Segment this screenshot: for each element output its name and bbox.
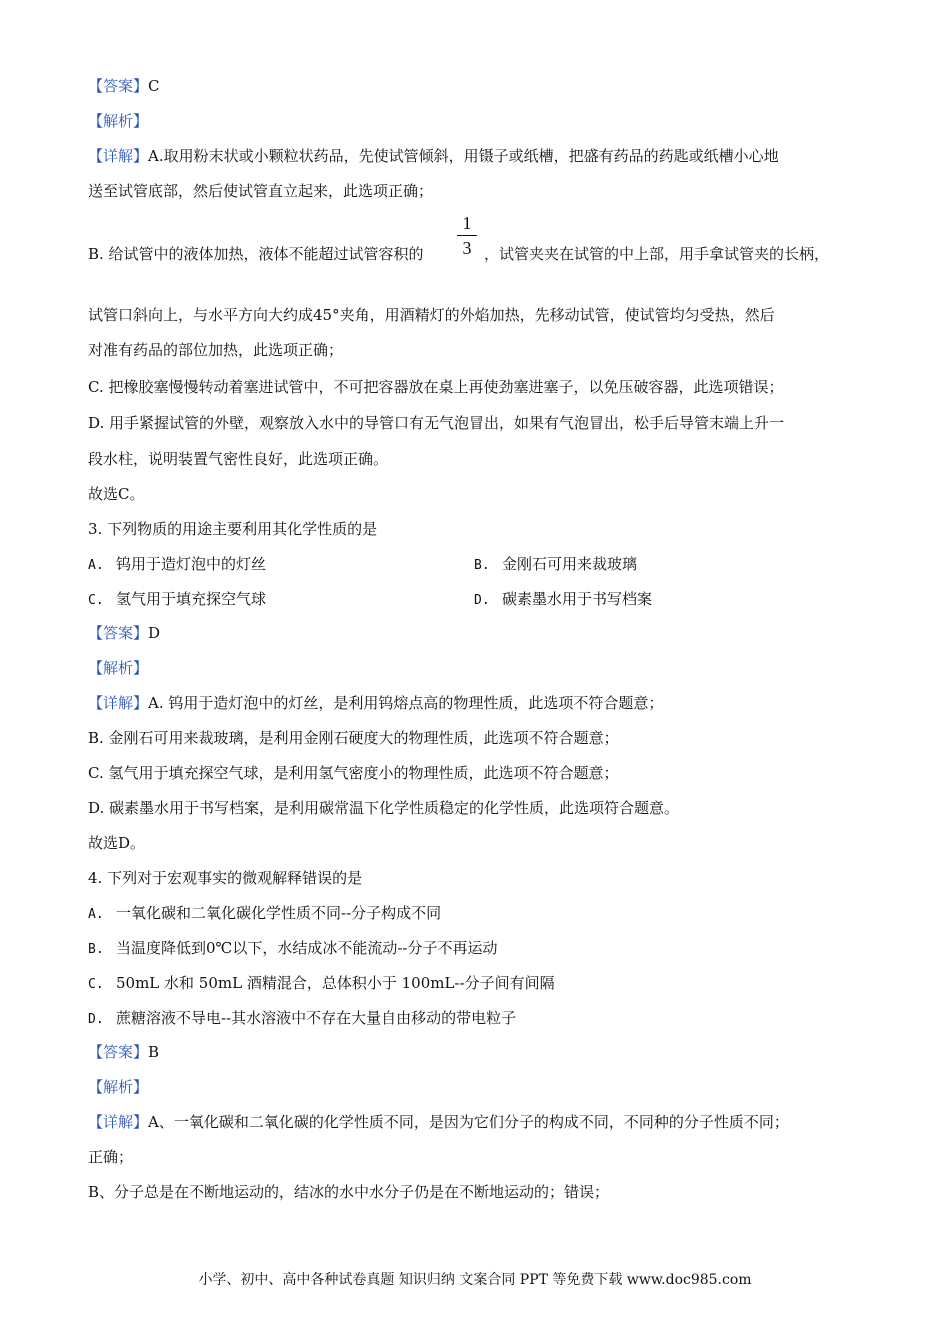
option-letter: D. xyxy=(88,1012,104,1027)
q3-stem: 3. 下列物质的用途主要利用其化学性质的是 xyxy=(88,520,378,538)
answer-tag: 【答案】 xyxy=(88,77,149,95)
q2-detail-d-2: 段水柱，说明装置气密性良好，此选项正确。 xyxy=(88,450,389,468)
q3-detail-d: D. 碳素墨水用于书写档案，是利用碳常温下化学性质稳定的化学性质，此选项符合题意。 xyxy=(88,799,680,817)
q2-detail-a-2: 送至试管底部，然后使试管直立起来，此选项正确； xyxy=(88,182,434,200)
q2-analysis-tag: 【解析】 xyxy=(88,112,149,130)
option-text: 钨用于造灯泡中的灯丝 xyxy=(116,555,267,573)
detail-tag: 【详解】 xyxy=(88,1113,149,1131)
option-text: 氢气用于填充探空气球 xyxy=(116,590,267,608)
option-text: 金刚石可用来裁玻璃 xyxy=(502,555,638,573)
option-letter: D. xyxy=(474,593,490,608)
q3-answer-line xyxy=(88,623,160,643)
option-text: 一氧化碳和二氧化碳化学性质不同--分子构成不同 xyxy=(116,904,442,922)
option-letter: B. xyxy=(474,558,490,573)
option-text: 50mL 水和 50mL 酒精混合，总体积小于 100mL--分子间有间隔 xyxy=(116,974,555,992)
q4-analysis-tag: 【解析】 xyxy=(88,1078,149,1096)
q3-conclusion: 故选D。 xyxy=(88,834,146,852)
option-letter: B. xyxy=(88,942,104,957)
q2-detail-b-3: 对准有药品的部位加热，此选项正确； xyxy=(88,341,344,359)
fraction-denominator: 3 xyxy=(462,238,472,258)
q4-detail-a-2: 正确； xyxy=(88,1148,134,1166)
detail-tag: 【详解】 xyxy=(88,694,149,712)
q3-option-b xyxy=(474,554,637,576)
q2-detail-b-1-pre: B. 给试管中的液体加热，液体不能超过试管容积的 xyxy=(88,245,424,263)
fraction-numerator: 1 xyxy=(462,213,472,233)
detail-tag: 【详解】 xyxy=(88,147,149,165)
q4-option-d xyxy=(88,1008,516,1030)
q3-option-c xyxy=(88,589,266,611)
q3-option-d xyxy=(474,589,652,611)
q4-answer-line xyxy=(88,1042,159,1062)
answer-value: D xyxy=(148,624,161,642)
option-text: 碳素墨水用于书写档案 xyxy=(502,590,653,608)
fraction-bar xyxy=(457,235,477,236)
answer-tag: 【答案】 xyxy=(88,624,149,642)
q4-detail-a-1: 【详解】A、一氧化碳和二氧化碳的化学性质不同，是因为它们分子的构成不同，不同种的分子性质不同； xyxy=(88,1113,789,1131)
q2-detail-c: C. 把橡胶塞慢慢转动着塞进试管中，不可把容器放在桌上再使劲塞进塞子，以免压破容器，此选项错误； xyxy=(88,378,784,396)
answer-tag: 【答案】 xyxy=(88,1043,149,1061)
option-letter: C. xyxy=(88,593,104,608)
q3-detail-c: C. 氢气用于填充探空气球，是利用氢气密度小的物理性质，此选项不符合题意； xyxy=(88,764,619,782)
q2-detail-b-1-post: ，试管夹夹在试管的中上部，用手拿试管夹的长柄， xyxy=(484,245,830,263)
fraction-one-third xyxy=(455,212,479,259)
option-letter: A. xyxy=(88,558,104,573)
q3-option-a xyxy=(88,554,266,576)
option-text: 蔗糖溶液不导电--其水溶液中不存在大量自由移动的带电粒子 xyxy=(116,1009,517,1027)
q4-stem: 4. 下列对于宏观事实的微观解释错误的是 xyxy=(88,869,363,887)
page-footer: 小学、初中、高中各种试卷真题 知识归纳 文案合同 PPT 等免费下载 www.doc985.com xyxy=(198,1272,752,1288)
q2-detail-b-2: 试管口斜向上，与水平方向大约成45°夹角，用酒精灯的外焰加热，先移动试管，使试管均匀受热，然后 xyxy=(88,306,775,324)
q2-conclusion: 故选C。 xyxy=(88,485,145,503)
q4-option-b xyxy=(88,938,497,960)
q3-detail-b: B. 金刚石可用来裁玻璃，是利用金刚石硬度大的物理性质，此选项不符合题意； xyxy=(88,729,619,747)
q3-analysis-tag: 【解析】 xyxy=(88,659,149,677)
q2-detail-d-1: D. 用手紧握试管的外壁，观察放入水中的导管口有无气泡冒出，如果有气泡冒出，松手后导管末端上升一 xyxy=(88,414,785,432)
option-letter: A. xyxy=(88,907,104,922)
q4-detail-b: B、分子总是在不断地运动的，结冰的水中水分子仍是在不断地运动的；错误； xyxy=(88,1183,610,1201)
option-text: 当温度降低到0℃以下，水结成冰不能流动--分子不再运动 xyxy=(116,939,498,957)
answer-value: C xyxy=(148,77,160,95)
q3-detail-a: 【详解】A. 钨用于造灯泡中的灯丝，是利用钨熔点高的物理性质，此选项不符合题意； xyxy=(88,694,664,712)
answer-value: B xyxy=(148,1043,160,1061)
q4-option-a xyxy=(88,903,441,925)
q2-detail-a-1: 【详解】A.取用粉末状或小颗粒状药品，先使试管倾斜，用镊子或纸槽，把盛有药品的药匙或纸槽小心地 xyxy=(88,147,779,165)
q2-answer-line xyxy=(88,76,160,96)
option-letter: C. xyxy=(88,977,104,992)
q4-option-c xyxy=(88,973,555,995)
